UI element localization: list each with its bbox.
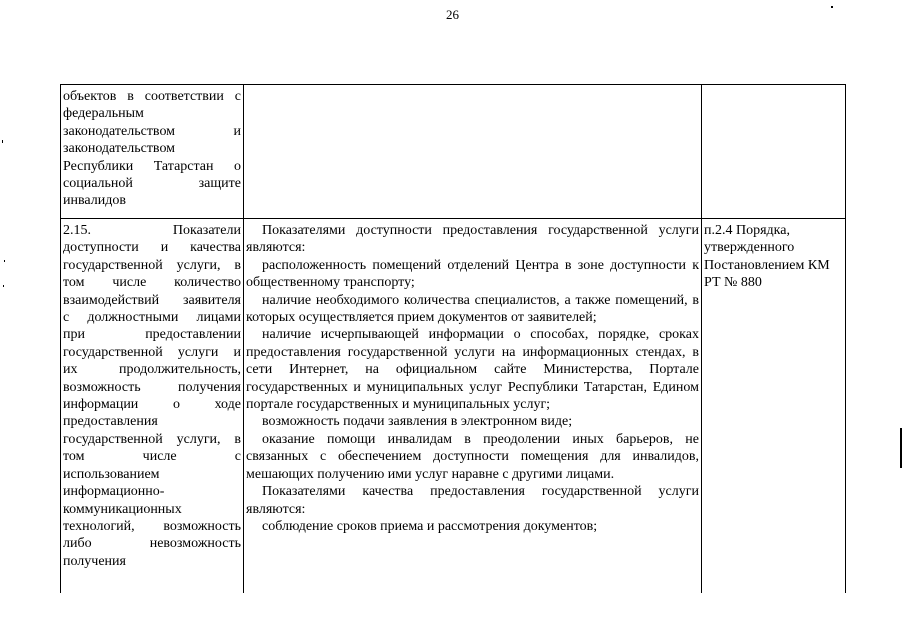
row1-col3-cell [702,85,846,219]
body-paragraph: наличие исчерпывающей информации о способах, порядке, сроках предоставления государственной услуги на информационных стендах, в сети Интернет, на официальном сайте Министерства, Портале государственных и муниципальных услуг Республики Татарстан, Едином портале государственных и муниципальных услуг; [246,327,699,413]
row2-col1-line: государственной услуги, в [63,431,241,447]
reference-line: Постановлением КМ [704,257,830,273]
scan-mark [900,428,902,468]
row1-col1-line: объектов в соответствии с [63,89,241,104]
row2-col1-line: информации о ходе [63,397,241,413]
body-paragraph: наличие необходимого количества специалистов, а также помещений, в которых осуществляется прием документов от заявителей; [246,292,699,326]
row1-col1-line: инвалидов [63,193,126,209]
row2-col1-line: при предоставлении [63,327,241,343]
row2-col1-line: государственной услуги и [63,344,241,360]
body-paragraph: расположенность помещений отделений Центра в зоне доступности к общественному транспорту; [246,257,699,291]
scan-mark [3,285,4,287]
row2-col1-line: доступности и качества [63,240,241,256]
row1-col1-line: законодательством и [63,123,241,139]
row2-col1-cell [61,219,244,594]
reference-line: РТ № 880 [704,275,762,291]
body-paragraph: возможность подачи заявления в электронном виде; [262,414,573,430]
body-paragraph: оказание помощи инвалидам в преодолении иных барьеров, не связанных с обеспечением доступности помещения для инвалидов, мешающих получению ими услуг наравне с другими лицами. [246,431,699,482]
reference-line: утвержденного [704,240,795,256]
scan-mark [831,6,833,8]
row2-col1-line: получения [63,553,126,569]
row2-col1-line: государственной услуги, в [63,257,241,273]
row1-col1-line: социальной защите [63,176,241,192]
row2-col1-line: коммуникационных [63,501,182,517]
scan-mark [4,260,5,262]
row1-col1-line: Республики Татарстан о [63,158,241,174]
row2-col2-cell [244,219,702,594]
row2-col1-line: том числе с [63,449,241,465]
row2-col1-line: либо невозможность [63,536,241,552]
scan-mark [2,140,3,143]
page-number: 26 [446,7,459,22]
table-row [61,85,846,219]
regulation-table [60,84,846,593]
row2-col1-line: с должностными лицами [63,310,241,326]
row2-col1-line: взаимодействий заявителя [63,292,241,308]
row2-col3-cell [702,219,846,594]
row2-col1-line: 2.15. Показатели [63,223,241,238]
row1-col1-cell [61,85,244,219]
row2-col1-line: предоставления [63,414,158,430]
row2-col1-line: использованием [63,466,160,482]
row2-col1-line: возможность получения [63,379,241,395]
row1-col1-line: законодательством [63,141,176,157]
body-paragraph: соблюдение сроков приема и рассмотрения документов; [262,518,598,534]
row1-col1-line: федеральным [63,106,144,122]
body-paragraph: Показателями качества предоставления государственной услуги являются: [246,484,699,517]
row2-col1-line: том числе количество [63,275,241,291]
table-row [61,219,846,594]
body-paragraph: Показателями доступности предоставления государственной услуги являются: [246,223,699,256]
row2-col1-line: технологий, возможность [63,518,241,534]
row1-col2-cell [244,85,702,219]
reference-line: п.2.4 Порядка, [704,223,790,238]
row2-col1-line: информационно- [63,484,165,500]
row2-col1-line: их продолжительность, [63,362,241,378]
